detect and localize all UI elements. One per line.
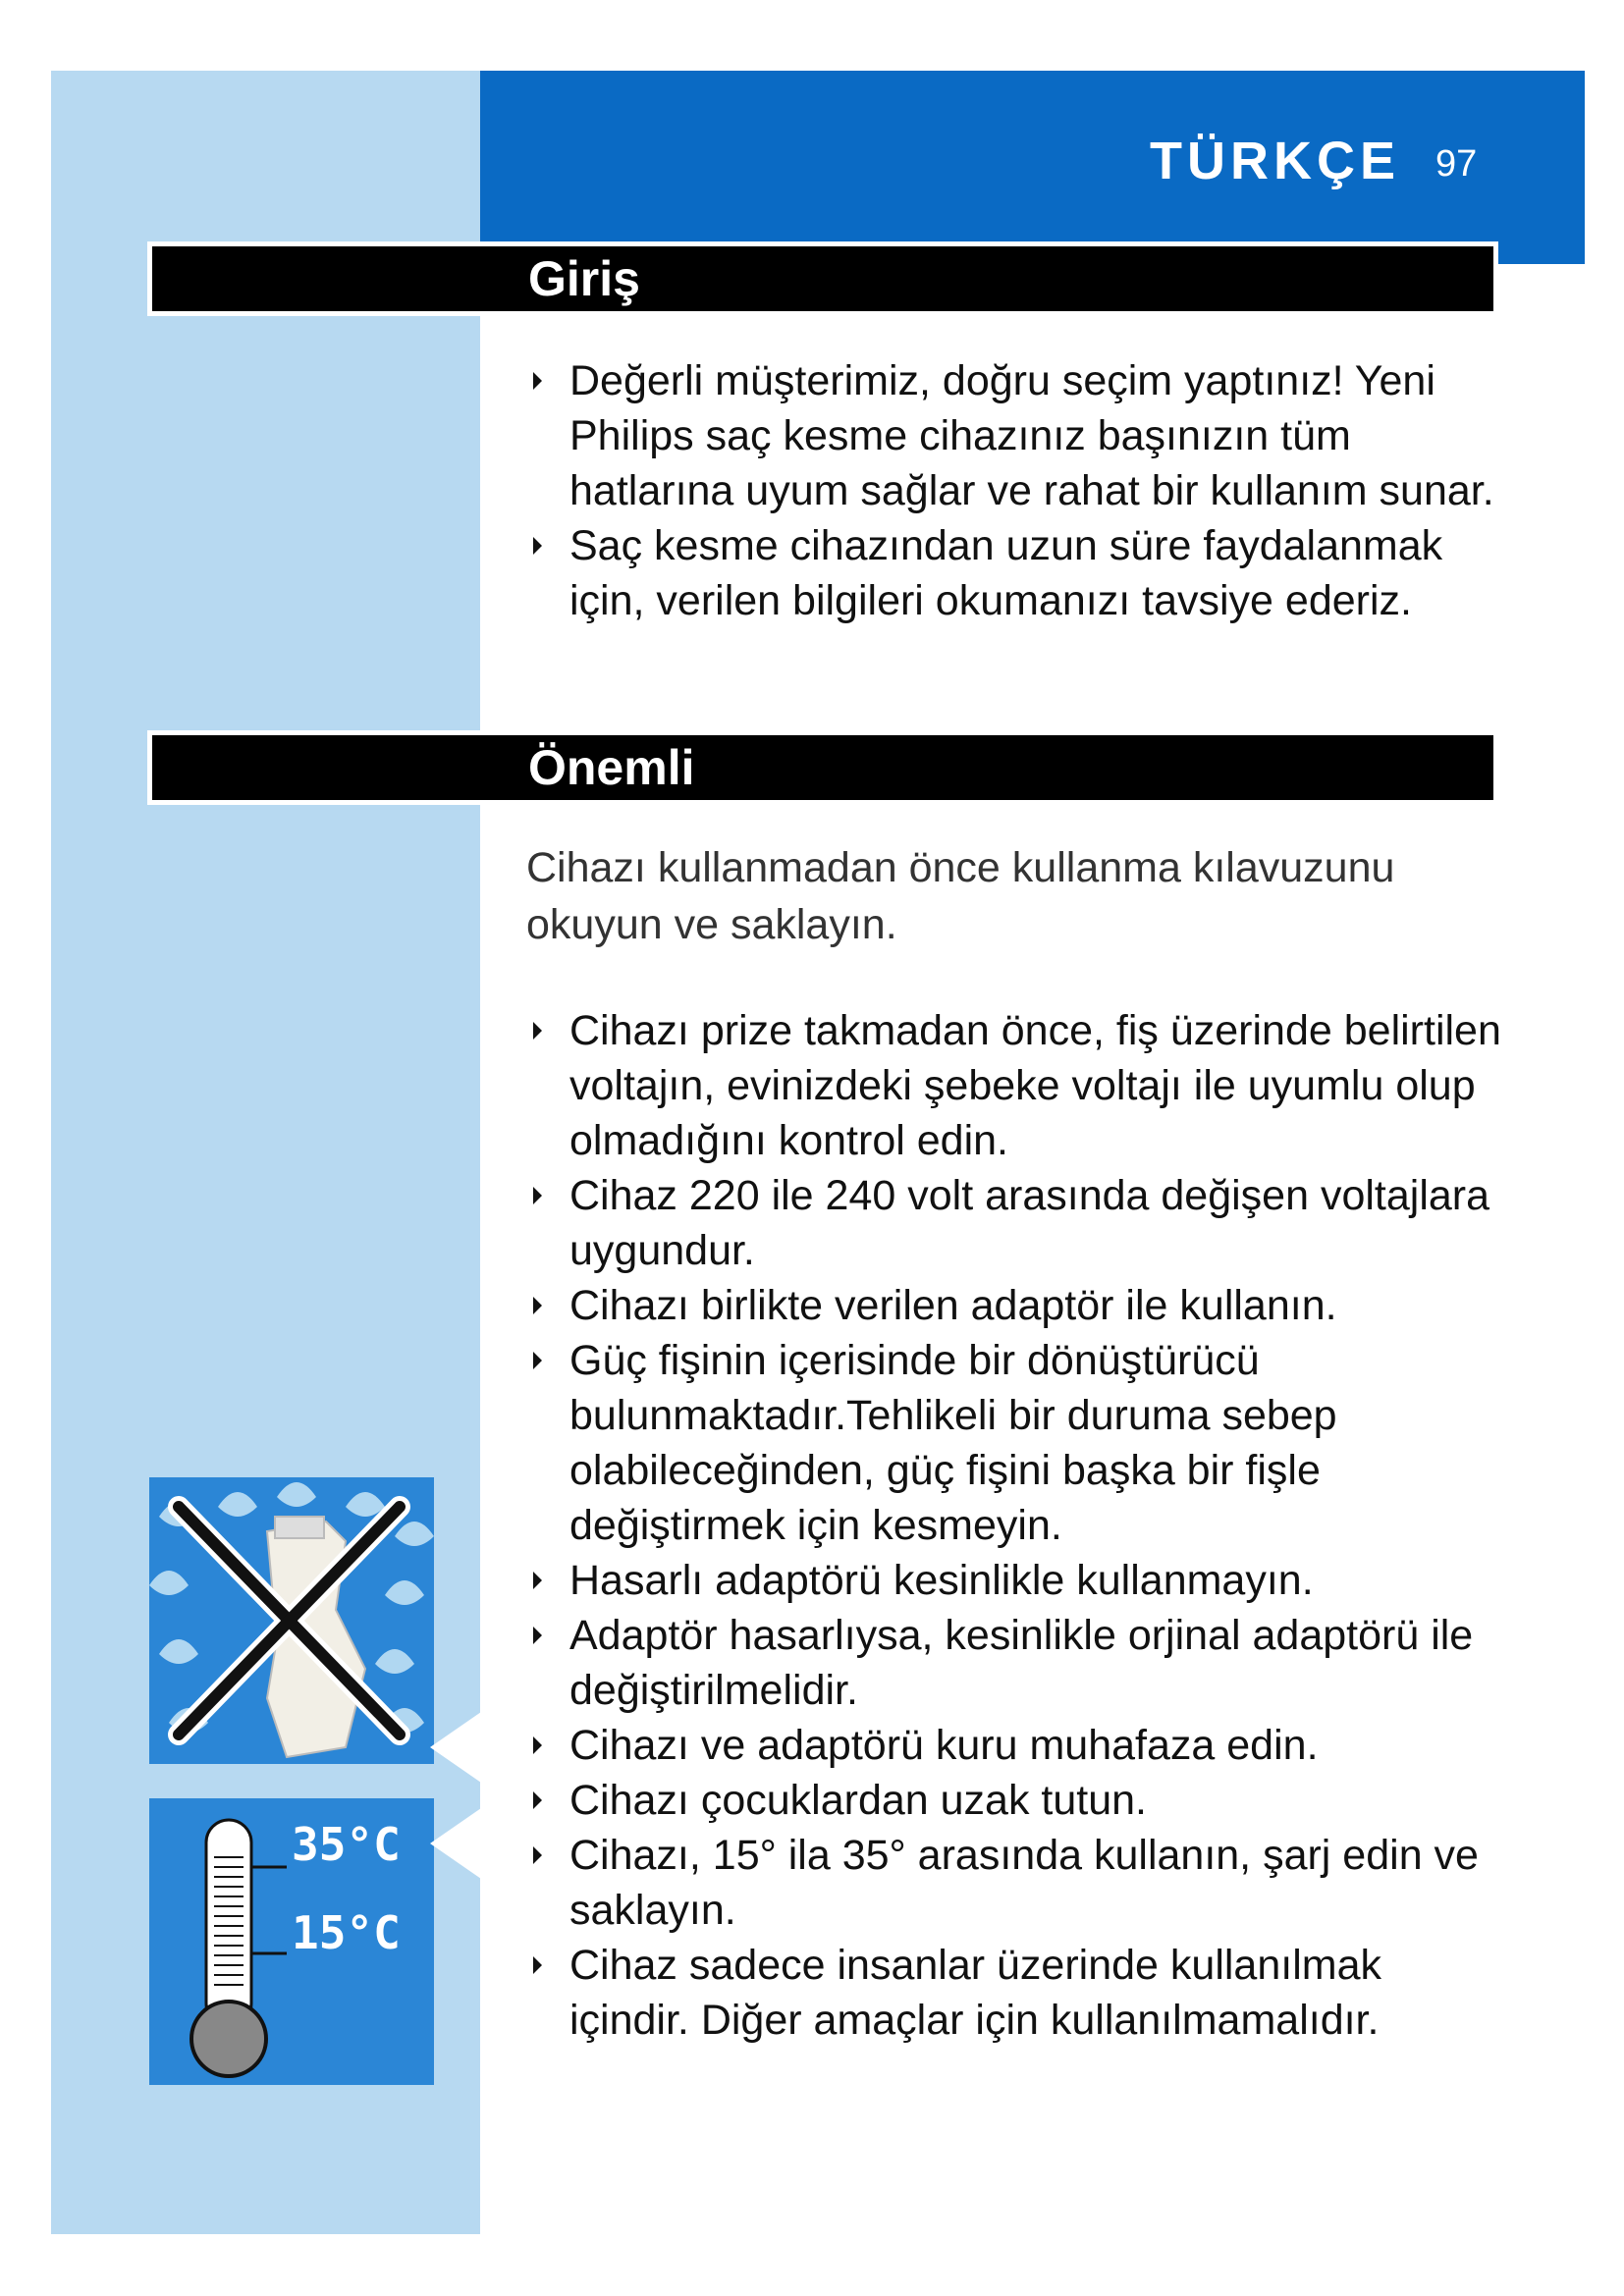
bullet-icon [533, 1846, 542, 1864]
bullet-icon [533, 1352, 542, 1369]
page-number: 97 [1435, 143, 1478, 185]
pointer-arrow [430, 1712, 481, 1783]
no-water-icon [149, 1477, 434, 1764]
list-item: Cihazı ve adaptörü kuru muhafaza edin. [530, 1718, 1502, 1773]
list-item: Cihazı çocuklardan uzak tutun. [530, 1773, 1502, 1828]
bullet-icon [533, 1187, 542, 1204]
section-title: Önemli [528, 740, 695, 795]
thermometer-illustration [149, 1798, 434, 2085]
list-item: Güç fişinin içerisinde bir dönüştürücü bulunmaktadır.Tehlikeli bir duruma sebep olabileceğinden, güç fişini başka bir fişle değiştirmek için kesmeyin. [530, 1333, 1502, 1553]
list-item: Hasarlı adaptörü kesinlikle kullanmayın. [530, 1553, 1502, 1608]
list-item: Cihazı birlikte verilen adaptör ile kullanın. [530, 1278, 1502, 1333]
bullet-icon [533, 1297, 542, 1314]
bullet-icon [533, 1736, 542, 1754]
list-item: Cihaz 220 ile 240 volt arasında değişen voltajlara uygundur. [530, 1168, 1502, 1278]
list-item: Cihazı prize takmadan önce, fiş üzerinde belirtilen voltajın, evinizdeki şebeke voltajı ile uyumlu olup olmadığını kontrol edin. [530, 1003, 1502, 1168]
bullet-icon [533, 372, 542, 390]
bullet-icon [533, 1791, 542, 1809]
list-item: Saç kesme cihazından uzun süre faydalanmak için, verilen bilgileri okumanızı tavsiye ederiz. [530, 518, 1512, 628]
list-item: Adaptör hasarlıysa, kesinlikle orjinal adaptörü ile değiştirilmelidir. [530, 1608, 1502, 1718]
language-label: TÜRKÇE [1150, 132, 1400, 190]
max-temp-label: 35°C [292, 1818, 401, 1871]
bullet-icon [533, 1627, 542, 1644]
important-intro: Cihazı kullanmadan önce kullanma kılavuzunu okuyun ve saklayın. [526, 844, 1395, 948]
thermometer-icon [149, 1798, 434, 2085]
section-heading-giris [149, 243, 1496, 314]
pointer-arrow [430, 1808, 481, 1879]
list-item: Cihaz sadece insanlar üzerinde kullanılmak içindir. Diğer amaçlar için kullanılmamalıdır. [530, 1938, 1502, 2048]
section-heading-onemli [149, 732, 1496, 803]
water-warning-illustration [149, 1477, 434, 1764]
important-bullet-list [530, 1003, 1502, 2048]
bullet-icon [533, 1956, 542, 1974]
intro-bullet-list [530, 353, 1512, 628]
bullet-icon [533, 1022, 542, 1040]
bullet-icon [533, 1572, 542, 1589]
section-title: Giriş [528, 251, 640, 306]
min-temp-label: 15°C [292, 1906, 401, 1959]
bullet-icon [533, 537, 542, 555]
list-item: Değerli müşterimiz, doğru seçim yaptınız! Yeni Philips saç kesme cihazınız başınızın tüm hatlarına uyum sağlar ve rahat bir kullanım sunar. [530, 353, 1512, 518]
list-item: Cihazı, 15° ila 35° arasında kullanın, şarj edin ve saklayın. [530, 1828, 1502, 1938]
